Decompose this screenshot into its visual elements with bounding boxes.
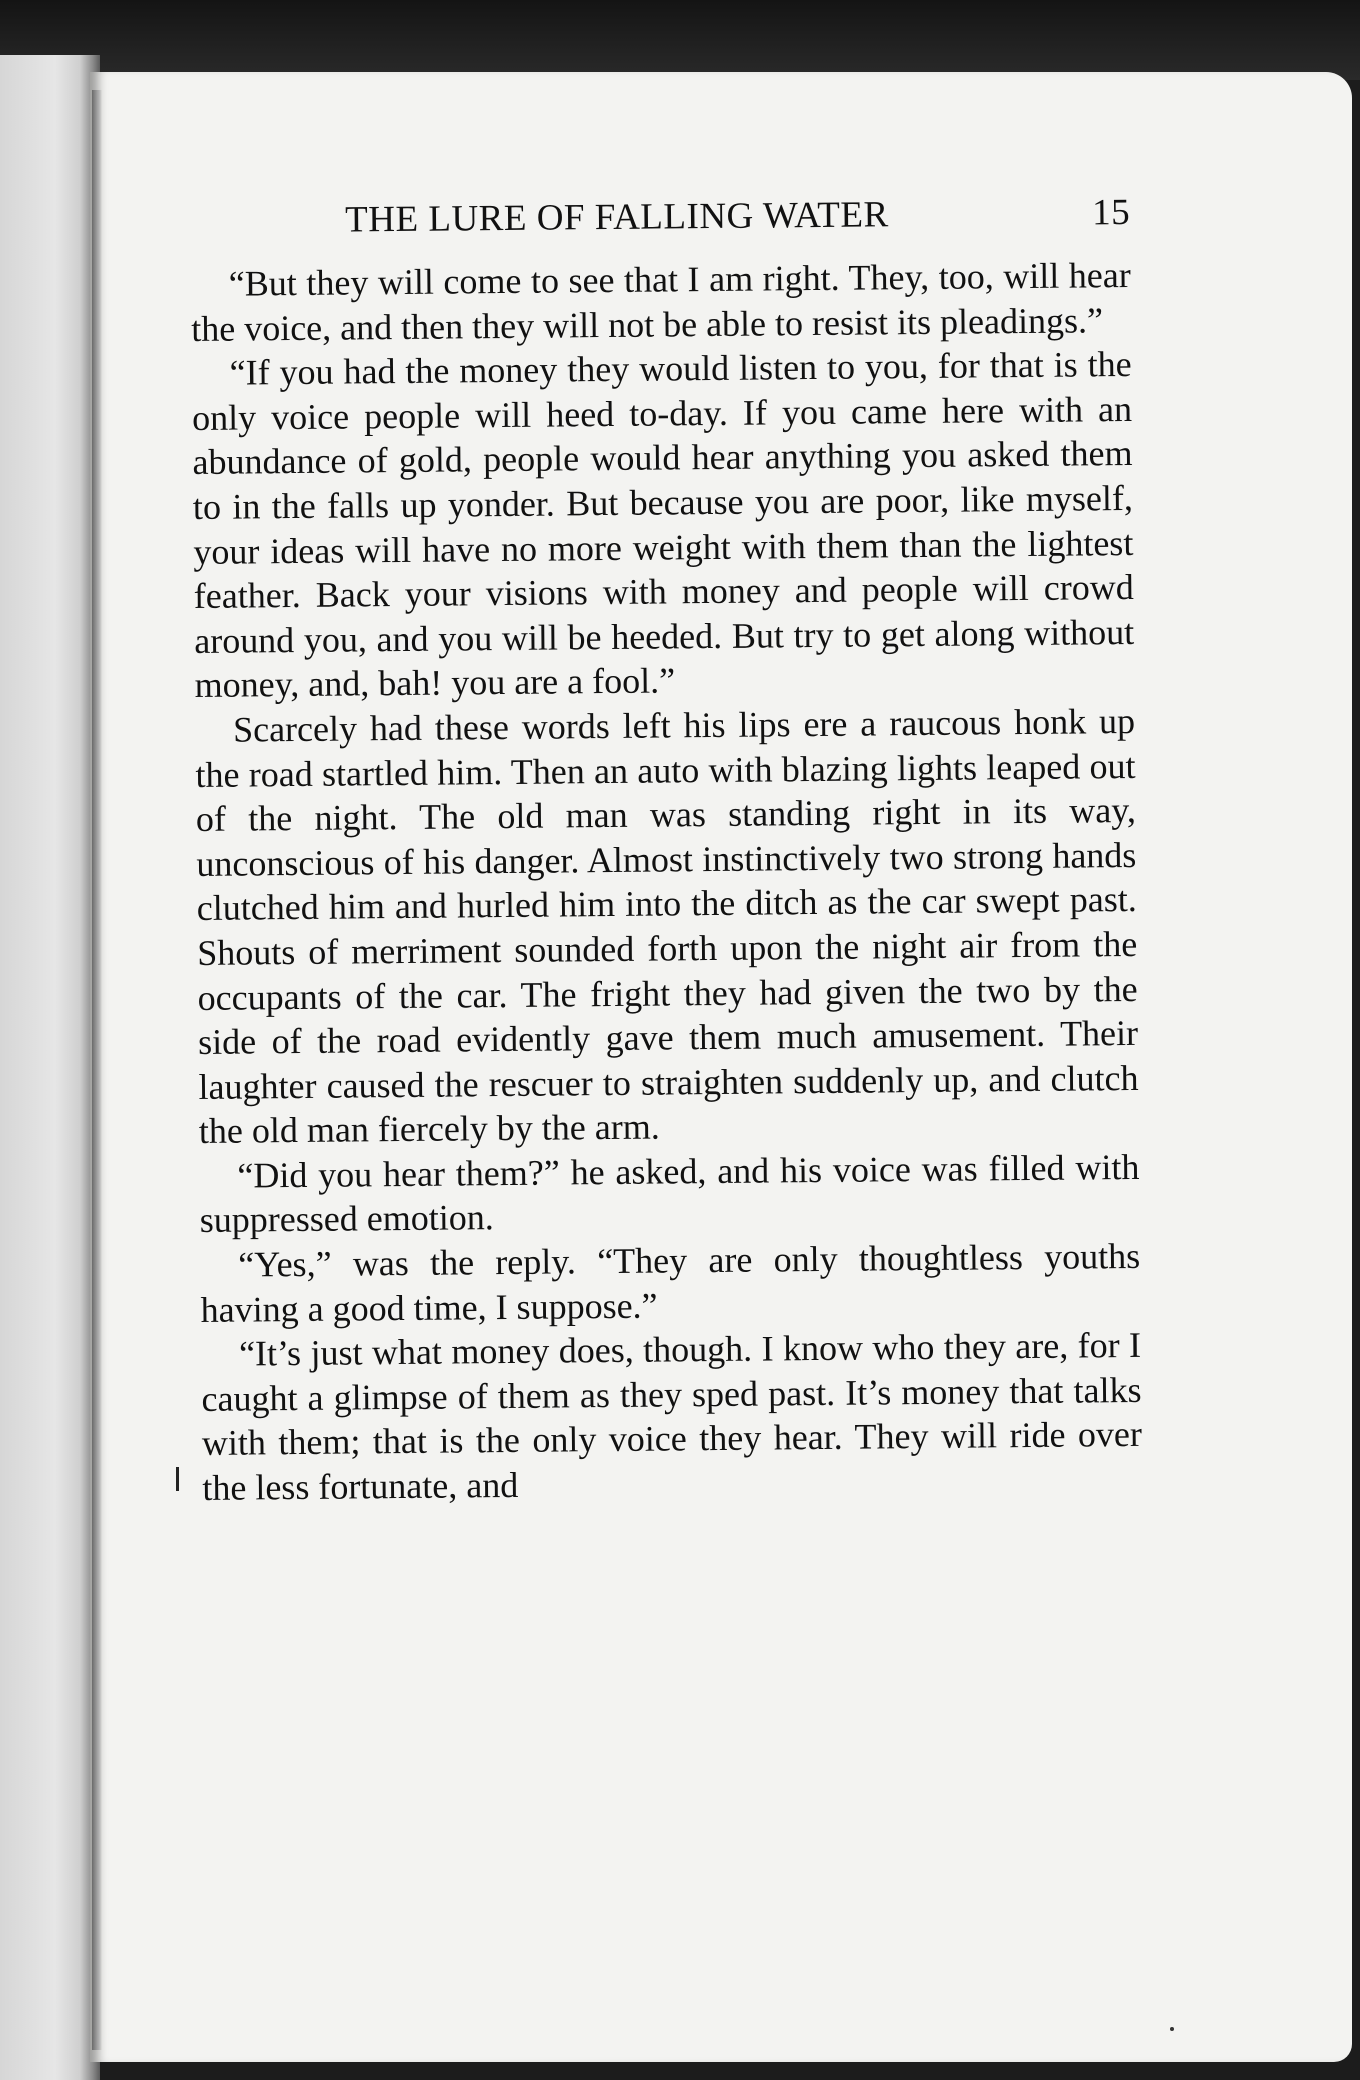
paragraph: Scarcely had these words left his lips ere a raucous honk up the road startled him. Then an auto with blazing lights leaped out of the night. The old man was standing right in its way, unconscious of his danger. Almost instinctively two strong hands clutched him and hurled him into the ditch as the car swept past. Shouts of merriment sounded forth upon the night air from the occupants of the car. The fright they had given the two by the side of the road evidently gave them much amusement. Their laughter caused the rescuer to straighten suddenly up, and clutch the old man fiercely by the arm. — [195, 700, 1139, 1152]
running-head-title: THE LURE OF FALLING WATER — [345, 194, 889, 241]
binding-gutter — [92, 90, 102, 2050]
paragraph: “It’s just what money does, though. I know who they are, for I caught a glimpse of them as they sped past. It’s money that talks with them; that is the only voice they hear. They will ride over the less fortunate, and — [201, 1325, 1143, 1508]
page-text-block — [190, 191, 1143, 1511]
paper-speck — [1170, 2027, 1174, 2031]
running-head — [190, 191, 1131, 262]
previous-page-edge — [0, 55, 100, 2080]
background-top-shadow — [0, 0, 1360, 80]
paragraph: “But they will come to see that I am right. They, too, will hear the voice, and then they will not be able to resist its pleadings.” — [191, 254, 1131, 349]
paragraph: “Did you hear them?” he asked, and his voice was filled with suppressed emotion. — [199, 1146, 1140, 1241]
paragraph: “If you had the money they would listen to you, for that is the only voice people will heed to-day. If you came here with an abundance of gold, people would hear anything you asked them to in the falls up yonder. But because you are poor, like myself, your ideas will have no more weight with them than the lightest feather. Back your visions with money and people will crowd around you, and you will be heeded. But try to get along without money, and, bah! you are a fool.” — [191, 344, 1135, 706]
margin-mark — [176, 1467, 179, 1491]
paragraph: “Yes,” was the reply. “They are only thoughtless youths having a good time, I suppose.” — [200, 1235, 1141, 1330]
page-number: 15 — [1091, 191, 1131, 234]
